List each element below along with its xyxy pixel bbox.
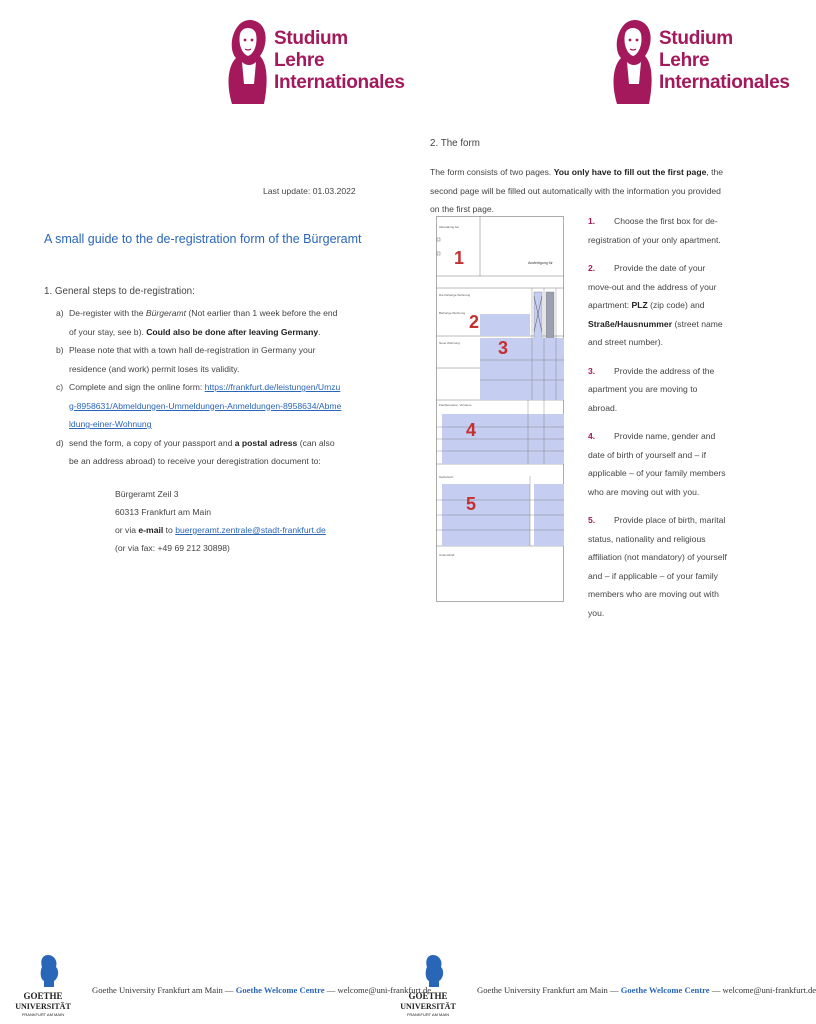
steps-list bbox=[56, 304, 342, 471]
logo-line-2: Lehre bbox=[274, 50, 325, 71]
item-d-bold: a postal adress bbox=[234, 437, 298, 448]
form-thumbnail bbox=[436, 216, 564, 606]
goethe-line-3: FRANKFURT AM MAIN bbox=[406, 1012, 450, 1017]
svg-text:Unterschrift: Unterschrift bbox=[439, 553, 455, 557]
item-c-text: Complete and sign the online form: bbox=[69, 382, 205, 392]
step-number: 1. bbox=[588, 216, 596, 226]
list-item-a bbox=[56, 304, 342, 341]
step-4 bbox=[588, 427, 728, 501]
form-intro bbox=[430, 163, 730, 219]
footer-text bbox=[477, 985, 816, 995]
address-line-2: 60313 Frankfurt am Main bbox=[115, 507, 212, 517]
item-a-text: De-register with the bbox=[69, 308, 146, 318]
step-3 bbox=[588, 362, 728, 418]
list-marker: b) bbox=[56, 345, 64, 355]
address-email-label: e-mail bbox=[138, 525, 164, 535]
footer-welcome-centre: Goethe Welcome Centre bbox=[620, 985, 710, 995]
svg-text:Abmeldung bei: Abmeldung bei bbox=[439, 225, 460, 229]
footer-pre: Goethe University Frankfurt am Main — bbox=[477, 985, 621, 995]
step-number: 5. bbox=[588, 515, 596, 525]
goethe-line-2: UNIVERSITÄT bbox=[400, 1002, 456, 1011]
form-marker-2: 2 bbox=[469, 312, 480, 332]
step-text: Provide place of birth, marital status, nationality and religious affiliation (not mandatory) of yourself and – if applicable – of your family members who are moving out with you. bbox=[588, 515, 727, 618]
step-1 bbox=[588, 212, 728, 249]
studium-lehre-logo bbox=[607, 14, 790, 106]
step-2 bbox=[588, 259, 728, 352]
address-to: to bbox=[163, 525, 176, 535]
step-text: Provide name, gender and date of birth of yourself and – if applicable – of your family members who are moving out with you. bbox=[588, 431, 726, 497]
footer-pre: Goethe University Frankfurt am Main — bbox=[92, 985, 236, 995]
item-a-text-2: (Not earlier than 1 week before the end of your stay, see b). bbox=[69, 308, 338, 337]
section-1-heading: 1. General steps to de-registration: bbox=[44, 286, 195, 297]
svg-text:Ausfertigung für: Ausfertigung für bbox=[528, 261, 553, 265]
list-item-b bbox=[56, 341, 342, 378]
email-link[interactable]: buergeramt.zentrale@stadt-frankfurt.de bbox=[175, 525, 326, 535]
item-a-end: . bbox=[318, 326, 321, 337]
form-steps bbox=[588, 212, 728, 632]
svg-text:Die bisherige Wohnung: Die bisherige Wohnung bbox=[439, 293, 471, 297]
logo-line-3: Internationales bbox=[274, 72, 405, 93]
step-number: 4. bbox=[588, 431, 596, 441]
item-a-italic: Bürgeramt bbox=[145, 308, 187, 318]
step-text: Provide the address of the apartment you are moving to abroad. bbox=[588, 365, 715, 413]
address-line-3 bbox=[115, 521, 326, 539]
logo-line-1: Studium bbox=[659, 28, 733, 49]
form-marker-3: 3 bbox=[498, 338, 509, 358]
section-2-heading: 2. The form bbox=[430, 138, 480, 149]
step-text: Provide the date of your move-out and the address of your apartment: bbox=[588, 263, 717, 310]
goethe-line-1: GOETHE bbox=[408, 991, 448, 1001]
item-b-text: Please note that with a town hall de-registration in Germany your residence (and work) permit loses its validity. bbox=[69, 345, 316, 374]
studium-lehre-logo bbox=[222, 14, 405, 106]
form-marker-1: 1 bbox=[454, 248, 465, 268]
svg-text:Neue Wohnung: Neue Wohnung bbox=[439, 341, 460, 345]
footer-welcome-centre: Goethe Welcome Centre bbox=[235, 985, 325, 995]
logo-wordmark bbox=[659, 14, 790, 94]
list-item-d bbox=[56, 434, 342, 471]
step-bold-2: Straße/Hausnummer bbox=[588, 318, 673, 329]
address-line-4: (or via fax: +49 69 212 30898) bbox=[115, 543, 230, 553]
step-text: Choose the first box for de-registration of your only apartment. bbox=[588, 216, 721, 245]
footer-text bbox=[92, 985, 431, 995]
goethe-portrait-icon bbox=[222, 14, 270, 106]
right-page bbox=[385, 0, 816, 1024]
step-5 bbox=[588, 511, 728, 622]
item-a-bold: Could also be done after leaving Germany bbox=[146, 326, 319, 337]
form-marker-4: 4 bbox=[466, 420, 477, 440]
svg-text:Geburtsort: Geburtsort bbox=[439, 475, 454, 479]
page-title: A small guide to the de-registration form of the Bürgeramt bbox=[44, 232, 362, 246]
step-number: 2. bbox=[588, 263, 596, 273]
goethe-line-2: UNIVERSITÄT bbox=[15, 1002, 71, 1011]
list-item-c bbox=[56, 378, 342, 434]
goethe-university-crest-icon bbox=[14, 953, 72, 1019]
list-marker: c) bbox=[56, 382, 64, 392]
item-d-text: send the form, a copy of your passport and bbox=[69, 437, 235, 448]
address-or-via: or via bbox=[115, 525, 139, 535]
svg-text:Familienname, Vorname: Familienname, Vorname bbox=[439, 403, 472, 407]
goethe-university-crest-icon bbox=[399, 953, 457, 1019]
svg-text:Bisherige Wohnung: Bisherige Wohnung bbox=[439, 311, 466, 315]
step-bold: PLZ bbox=[631, 300, 648, 310]
goethe-line-3: FRANKFURT AM MAIN bbox=[21, 1012, 65, 1017]
intro-end: , the second page will be filled out automatically with the information you provided on the first page. bbox=[430, 167, 724, 214]
footer bbox=[14, 953, 432, 1019]
mailing-address bbox=[115, 485, 326, 557]
logo-line-2: Lehre bbox=[659, 50, 710, 71]
list-marker: a) bbox=[56, 308, 64, 318]
step-text-2: (zip code) and bbox=[647, 300, 705, 310]
online-form-link[interactable]: https://frankfurt.de/leistungen/Umzug-8958631/Abmeldungen-Ummeldungen-Anmeldungen-8958634/Abmeldung-einer-Wohnung bbox=[69, 382, 342, 429]
step-text-3: (street name and street number). bbox=[588, 318, 723, 347]
step-number: 3. bbox=[588, 365, 596, 376]
list-marker: d) bbox=[56, 437, 64, 448]
goethe-portrait-icon bbox=[607, 14, 655, 106]
footer-email: — welcome@uni-frankfurt.de bbox=[324, 985, 432, 995]
logo-line-3: Internationales bbox=[659, 72, 790, 93]
logo-line-1: Studium bbox=[274, 28, 348, 49]
intro-text: The form consists of two pages. bbox=[430, 167, 554, 177]
item-d-end: (can also be an address abroad) to receive your deregistration document to: bbox=[69, 437, 335, 466]
footer-email: — welcome@uni-frankfurt.de bbox=[709, 985, 816, 995]
address-line-1: Bürgeramt Zeil 3 bbox=[115, 489, 179, 499]
footer bbox=[399, 953, 816, 1019]
form-marker-5: 5 bbox=[466, 494, 477, 514]
goethe-line-1: GOETHE bbox=[23, 991, 63, 1001]
last-update: Last update: 01.03.2022 bbox=[263, 186, 356, 196]
intro-bold: You only have to fill out the first page bbox=[553, 167, 707, 177]
